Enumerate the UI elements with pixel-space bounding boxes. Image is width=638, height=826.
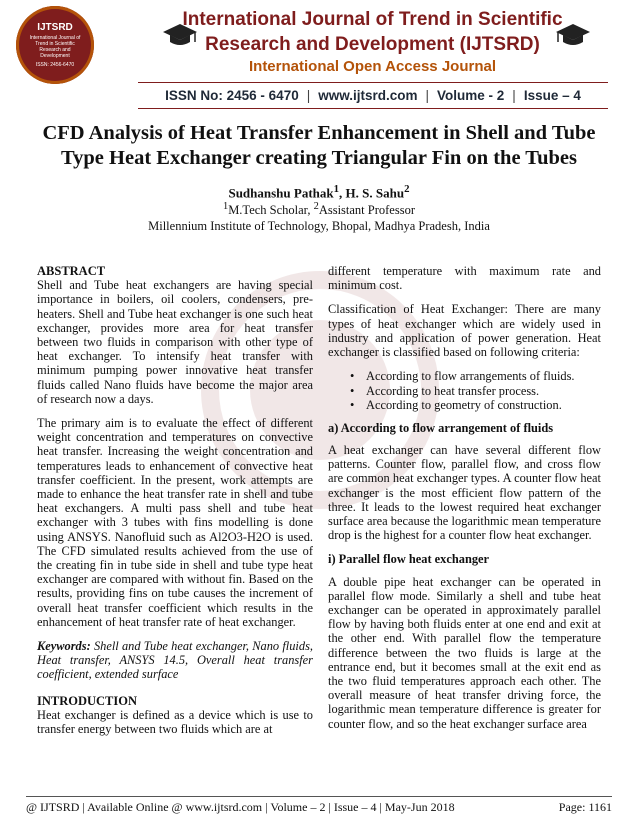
list-item: • According to flow arrangements of fluids. (350, 369, 575, 384)
author-affiliation-mark: 2 (404, 183, 410, 195)
author-affiliation-mark: 1 (333, 183, 340, 195)
bullet-icon: • (350, 398, 355, 413)
issue: Issue – 4 (523, 88, 581, 103)
role-mark: 1 (222, 201, 229, 212)
bullet-icon: • (350, 383, 355, 398)
institution: Millennium Institute of Technology, Bhopal, Madhya Pradesh, India (148, 219, 490, 233)
body-paragraph: A heat exchanger can have several different flow patterns. Counter flow, parallel flow, and cross flow are common heat exchanger types. A counter flow heat exchanger is the most efficient flow pattern of the three. It leads to the lowest required heat exchanger surface area because the logarithmic mean temperature drop is the highest for a counter flow heat exchanger. (328, 442, 601, 543)
body-paragraph: A double pipe heat exchanger can be operated in parallel flow mode. Similarly a shell and tube heat exchanger can be operated in approximately parallel flow by having both fluids enter at one end and exit at the other end. With parallel flow the temperature difference between the two fluids is large at the entrance end, but it becomes small at the exit end as the two fluid temperatures approach each other. The overall measure of heat transfer driving force, the logarithmic mean temperature difference is greater for counter flow, and so the heat exchanger surface area (328, 574, 601, 731)
body-paragraph: different temperature with maximum rate and minimum cost. (328, 264, 601, 293)
role-mark: 2 (313, 201, 319, 212)
paper-title: CFD Analysis of Heat Transfer Enhancement in Shell and Tube Type Heat Exchanger creating Triangular Fin on the Tubes (42, 122, 596, 169)
issn: ISSN No: 2456 - 6470 (165, 88, 299, 103)
logo-subtext: International Journal of Trend in Scientific Research and Development (29, 35, 81, 59)
logo-text: IJTSRD (37, 22, 73, 33)
abstract-paragraph: The primary aim is to evaluate the effect of different weight concentration and temperatures on convective heat transfer. Increasing the weight concentration and temperatures leads to enhancement of convective heat transfer coefficient. In the present, work attempts are made to enhance the heat transfer rate in shell and tube heat exchangers. A multi pass shell and tube heat exchanger with 3 tubes with fins modelling is done using ANSYS. Nanofluid such as Al2O3-H2O is used. The CFD simulated results achieved from the use of the creating fin in tube side in shell and tube type heat exchanger are compared with without fin. Based on the results, providing fins on tube causes the increment of overall heat transfer coefficient which results in the enhancement of heat transfer rate of heat exchanger. (37, 416, 313, 629)
journal-subtitle: International Open Access Journal (248, 58, 496, 75)
introduction-paragraph: Heat exchanger is defined as a device which is use to transfer energy between two fluids which are at (37, 707, 313, 737)
list-item: • According to geometry of construction. (350, 398, 562, 413)
journal-header (0, 0, 638, 112)
abstract-heading: ABSTRACT (37, 264, 106, 278)
footer-info: @ IJTSRD | Available Online @ www.ijtsrd.com | Volume – 2 | Issue – 4 | May-Jun 2018 (26, 800, 455, 814)
page-footer (26, 796, 612, 820)
page-number: Page: 1161 (558, 800, 612, 814)
journal-title-line2: Research and Development (IJTSRD) (205, 34, 540, 55)
right-column (328, 264, 601, 741)
body-paragraph: Classification of Heat Exchanger: There are many types of heat exchanger which are widely used in industry and application of power generation. Heat exchanger is classified based on following criteria: (328, 302, 601, 360)
author-roles (0, 201, 638, 218)
role: Assistant Professor (318, 203, 415, 218)
journal-info-bar (138, 82, 608, 109)
separator: | (425, 88, 430, 103)
website-link[interactable]: www.ijtsrd.com (318, 88, 418, 103)
keywords-label: Keywords: (37, 639, 91, 654)
volume: Volume - 2 (437, 88, 505, 103)
criteria-list (328, 369, 601, 413)
introduction-heading: INTRODUCTION (37, 693, 138, 708)
bullet-icon: • (350, 369, 355, 384)
journal-title-line1: International Journal of Trend in Scientific (182, 9, 563, 30)
separator: | (306, 88, 311, 103)
list-item: • According to heat transfer process. (350, 383, 540, 398)
section-heading: a) According to flow arrangement of fluids (328, 420, 554, 435)
author-name: H. S. Sahu (345, 185, 405, 201)
separator: | (512, 88, 516, 103)
logo-issn: ISSN: 2456-6470 (35, 62, 75, 68)
keywords (37, 639, 313, 682)
left-column (37, 264, 313, 746)
author-name: Sudhanshu Pathak (228, 185, 334, 201)
keywords-text: Shell and Tube heat exchanger, Nano fluids, Heat transfer, ANSYS 14.5, Overall heat transfer coefficient, extended surface (37, 639, 313, 682)
journal-logo (16, 6, 94, 84)
authors: Sudhanshu Pathak$^1$, H. S. Sahu$^2$ (228, 183, 410, 201)
abstract-paragraph: Shell and Tube heat exchangers are having special importance in boilers, oil coolers, condensers, pre-heaters. Shell and Tube heat exchanger is one such heat exchanger, provides more area for heat transfer between two fluids in comparison with other type of heat exchanger. To intensify heat transfer with minimum pumping power innovative heat transfer fluids called Nano fluids have become the major area of research now a days. (37, 278, 313, 406)
role: M.Tech Scholar, (228, 203, 314, 218)
subsection-heading: i) Parallel flow heat exchanger (328, 552, 490, 567)
